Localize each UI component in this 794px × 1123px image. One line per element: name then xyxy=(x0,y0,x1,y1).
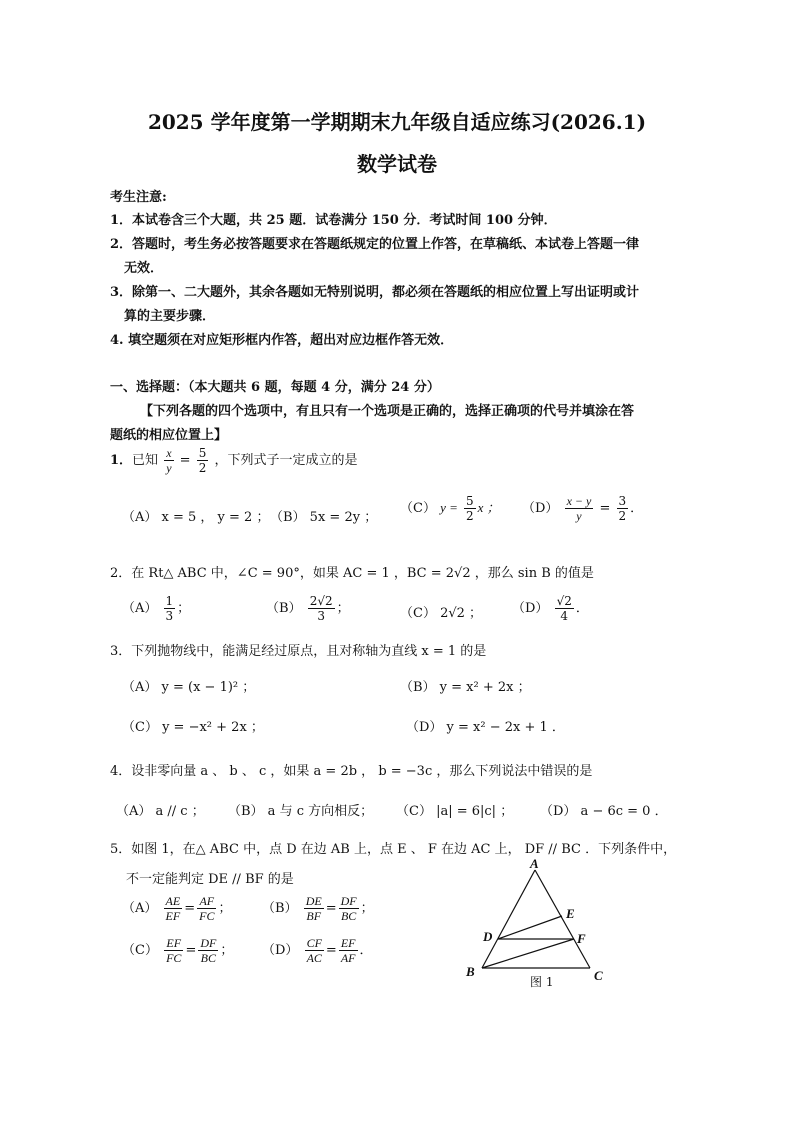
q5-option-d: （D） $\frac{CF}{AC}$ = $\frac{EF}{AF}$ ． xyxy=(262,936,373,965)
figure-caption: 图 1 xyxy=(530,975,554,989)
q5-option-c: （C） $\frac{EF}{FC}$ = $\frac{DF}{BC}$ ； xyxy=(122,936,234,965)
fraction: $\frac{AE}{EF}$ xyxy=(165,894,181,923)
q1-option-b: （B） 5x = 2y ； xyxy=(270,510,378,525)
fraction: $\frac{√2}{4}$ xyxy=(556,594,572,623)
notice-heading: 考生注意: xyxy=(110,190,167,205)
question-1: 1．已知 $\frac{x}{y}$ = $\frac{5}{2}$ ，下列式子一定成立的是 xyxy=(110,446,358,475)
q3-option-d: （D） y = x² − 2x + 1 ． xyxy=(406,720,565,735)
q1-post: ，下列式子一定成立的是 xyxy=(214,453,358,468)
question-number: 1． xyxy=(110,453,133,468)
exam-title: 2025 学年度第一学期期末九年级自适应练习(2026.1) xyxy=(147,110,647,134)
q1-pre: 已知 xyxy=(132,453,159,468)
q1-option-d: （D） $\frac{x - y}{y}$ = $\frac{3}{2}$ ． xyxy=(522,494,644,523)
q4-option-a: （A） a // c ； xyxy=(116,804,205,819)
q5-option-b: （B） $\frac{DE}{BF}$ = $\frac{DF}{BC}$ ； xyxy=(262,894,374,923)
side-ac xyxy=(535,870,590,968)
label-a: A xyxy=(530,856,539,871)
label-f: F xyxy=(577,931,586,946)
q1-option-a: （A） x = 5 ， y = 2 ； xyxy=(122,510,270,525)
notice-item-3: 3．除第一、二大题外，其余各题如无特别说明，都必须在答题纸的相应位置上写出证明或计 xyxy=(110,285,640,300)
notice-item-4: 4. 填空题须在对应矩形框内作答，超出对应边框作答无效． xyxy=(110,333,454,348)
q5-option-a: （A） $\frac{AE}{EF}$ = $\frac{AF}{FC}$ ； xyxy=(122,894,232,923)
q4-option-b: （B） a 与 c 方向相反； xyxy=(228,804,374,819)
fraction: $\frac{EF}{AF}$ xyxy=(340,936,356,965)
figure-1-triangle xyxy=(456,852,616,992)
fraction: $\frac{x}{y}$ xyxy=(166,446,172,475)
q3-option-c: （C） y = −x² + 2x ； xyxy=(122,720,264,735)
fraction: $\frac{5}{2}$ xyxy=(466,494,474,523)
fraction: $\frac{AF}{FC}$ xyxy=(199,894,215,923)
q3-option-a: （A） y = (x − 1)² ； xyxy=(122,680,256,695)
fraction: $\frac{x - y}{y}$ xyxy=(566,494,592,523)
q2-option-a: （A） $\frac{1}{3}$ ； xyxy=(122,594,191,623)
fraction: $\frac{CF}{AC}$ xyxy=(306,936,322,965)
q1-option-c: （C） y = $\frac{5}{2}$ x ； xyxy=(400,494,500,523)
notice-item-3-cont: 算的主要步骤． xyxy=(124,309,216,324)
label-d: D xyxy=(483,929,493,944)
fraction: $\frac{DF}{BC}$ xyxy=(340,894,357,923)
q2-option-b: （B） $\frac{2√2}{3}$ ； xyxy=(266,594,350,623)
label-c: C xyxy=(594,968,603,983)
fraction: $\frac{3}{2}$ xyxy=(618,494,627,523)
question-3: 3．下列抛物线中，能满足经过原点，且对称轴为直线 x = 1 的是 xyxy=(110,644,487,659)
question-2: 2．在 Rt△ ABC 中，∠C = 90°，如果 AC = 1 ，BC = 2√2 ，那么 sin B 的值是 xyxy=(110,566,594,581)
section-instruction-1: 【下列各题的四个选项中，有且只有一个选项是正确的，选择正确项的代号并填涂在答 xyxy=(140,404,635,419)
label-e: E xyxy=(566,906,575,921)
label-b: B xyxy=(466,964,475,979)
notice-item-1: 1．本试卷含三个大题，共 25 题．试卷满分 150 分．考试时间 100 分钟． xyxy=(110,213,557,228)
q2-option-c: （C） 2√2 ； xyxy=(400,606,483,621)
fraction: $\frac{2√2}{3}$ xyxy=(309,594,333,623)
section-instruction-2: 题纸的相应位置上】 xyxy=(110,428,228,443)
q4-option-c: （C） |a| = 6|c| ； xyxy=(396,804,514,819)
notice-item-2: 2．答题时，考生务必按答题要求在答题纸规定的位置上作答，在草稿纸、本试卷上答题一律 xyxy=(110,237,640,252)
fraction: $\frac{EF}{FC}$ xyxy=(166,936,182,965)
question-4: 4．设非零向量 a 、 b 、 c ，如果 a = 2b ， b = −3c ，那么下列说法中错误的是 xyxy=(110,764,593,779)
q4-option-d: （D） a − 6c = 0 ． xyxy=(540,804,668,819)
fraction: $\frac{5}{2}$ xyxy=(198,446,207,475)
exam-subtitle: 数学试卷 xyxy=(357,152,437,176)
question-5-line-1: 5．如图 1，在△ ABC 中，点 D 在边 AB 上，点 E 、 F 在边 AC 上， DF // BC ．下列条件中， xyxy=(110,842,677,857)
q2-option-d: （D） $\frac{√2}{4}$ ． xyxy=(512,594,589,623)
notice-item-2-cont: 无效． xyxy=(124,261,164,276)
q3-option-b: （B） y = x² + 2x ； xyxy=(400,680,531,695)
section-heading: 一、选择题：（本大题共 6 题，每题 4 分，满分 24 分） xyxy=(110,380,440,395)
fraction: $\frac{1}{3}$ xyxy=(165,594,174,623)
question-5-line-2: 不一定能判定 DE // BF 的是 xyxy=(126,872,294,887)
fraction: $\frac{DF}{BC}$ xyxy=(200,936,217,965)
fraction: $\frac{DE}{BF}$ xyxy=(305,894,322,923)
